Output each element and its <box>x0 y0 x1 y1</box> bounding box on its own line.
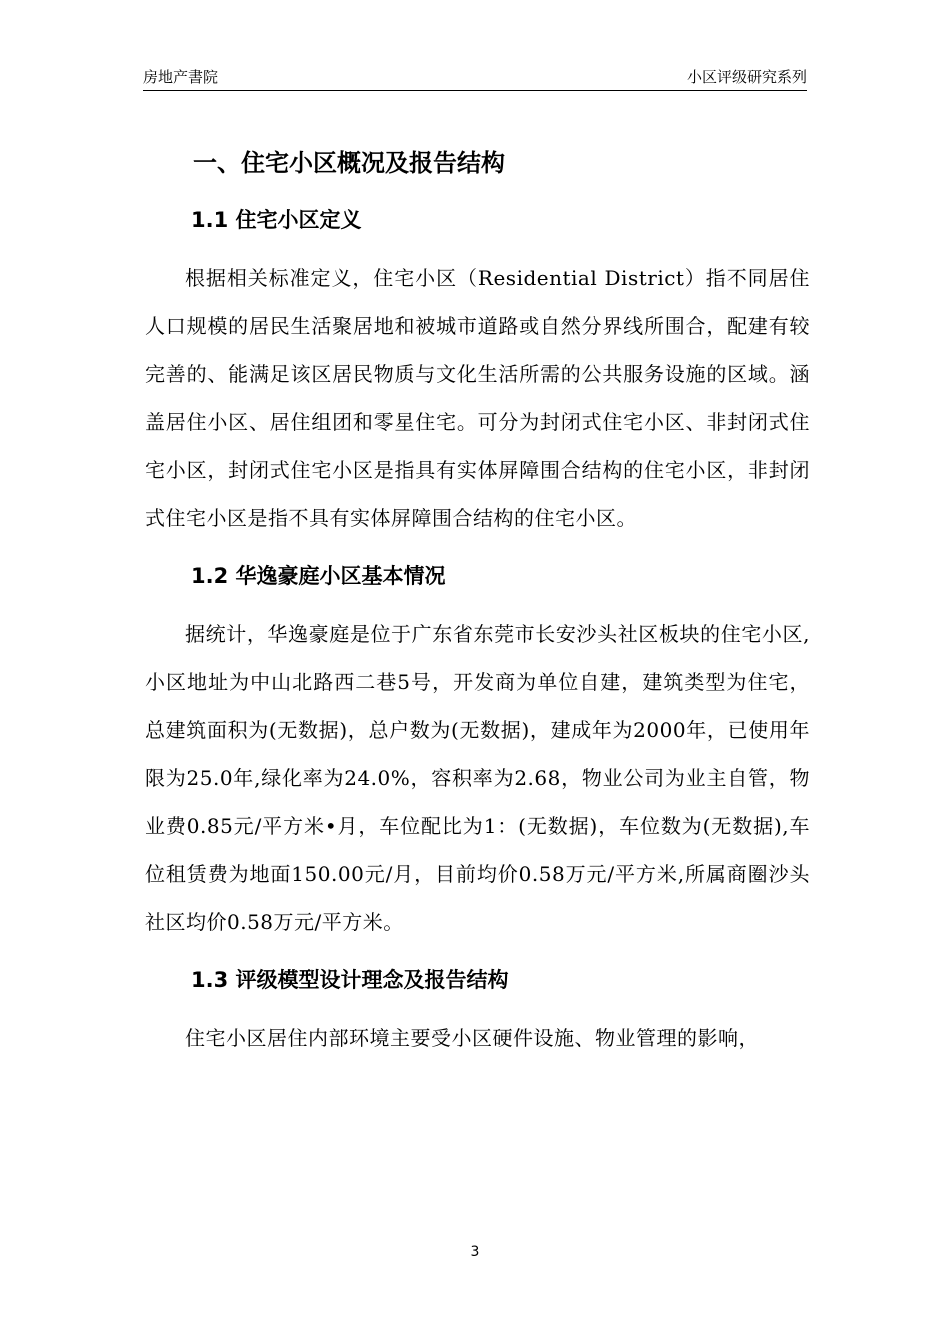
document-body <box>145 140 810 1062</box>
section-1-3-heading: 1.3 评级模型设计理念及报告结构 <box>191 968 509 992</box>
section-1-heading: 一、住宅小区概况及报告结构 <box>193 149 505 177</box>
header-publisher: 房地产書院 <box>143 68 219 86</box>
section-1-2-paragraph: 据统计，华逸豪庭是位于广东省东莞市长安沙头社区板块的住宅小区,小区地址为中山北路西二巷5号，开发商为单位自建，建筑类型为住宅，总建筑面积为(无数据)，总户数为(无数据)，建成年为2000年，已使用年限为25.0年,绿化率为24.0%，容积率为2.68，物业公司为业主自管，物业费0.85元/平方米•月，车位配比为1：(无数据)，车位数为(无数据),车位租赁费为地面150.00元/月，目前均价0.58万元/平方米,所属商圈沙头社区均价0.58万元/平方米。 <box>145 622 810 934</box>
header-series-title: 小区评级研究系列 <box>686 68 807 86</box>
page-header <box>143 64 807 91</box>
section-1-1-heading: 1.1 住宅小区定义 <box>191 208 362 232</box>
section-1-3-paragraph: 住宅小区居住内部环境主要受小区硬件设施、物业管理的影响， <box>185 1026 759 1050</box>
page-number: 3 <box>470 1244 480 1260</box>
section-1-1-paragraph: 根据相关标准定义，住宅小区（Residential District）指不同居住人口规模的居民生活聚居地和被城市道路或自然分界线所围合，配建有较完善的、能满足该区居民物质与文化生活所需的公共服务设施的区域。涵盖居住小区、居住组团和零星住宅。可分为封闭式住宅小区、非封闭式住宅小区，封闭式住宅小区是指具有实体屏障围合结构的住宅小区，非封闭式住宅小区是指不具有实体屏障围合结构的住宅小区。 <box>145 266 810 530</box>
section-1-2-heading: 1.2 华逸豪庭小区基本情况 <box>191 564 446 588</box>
